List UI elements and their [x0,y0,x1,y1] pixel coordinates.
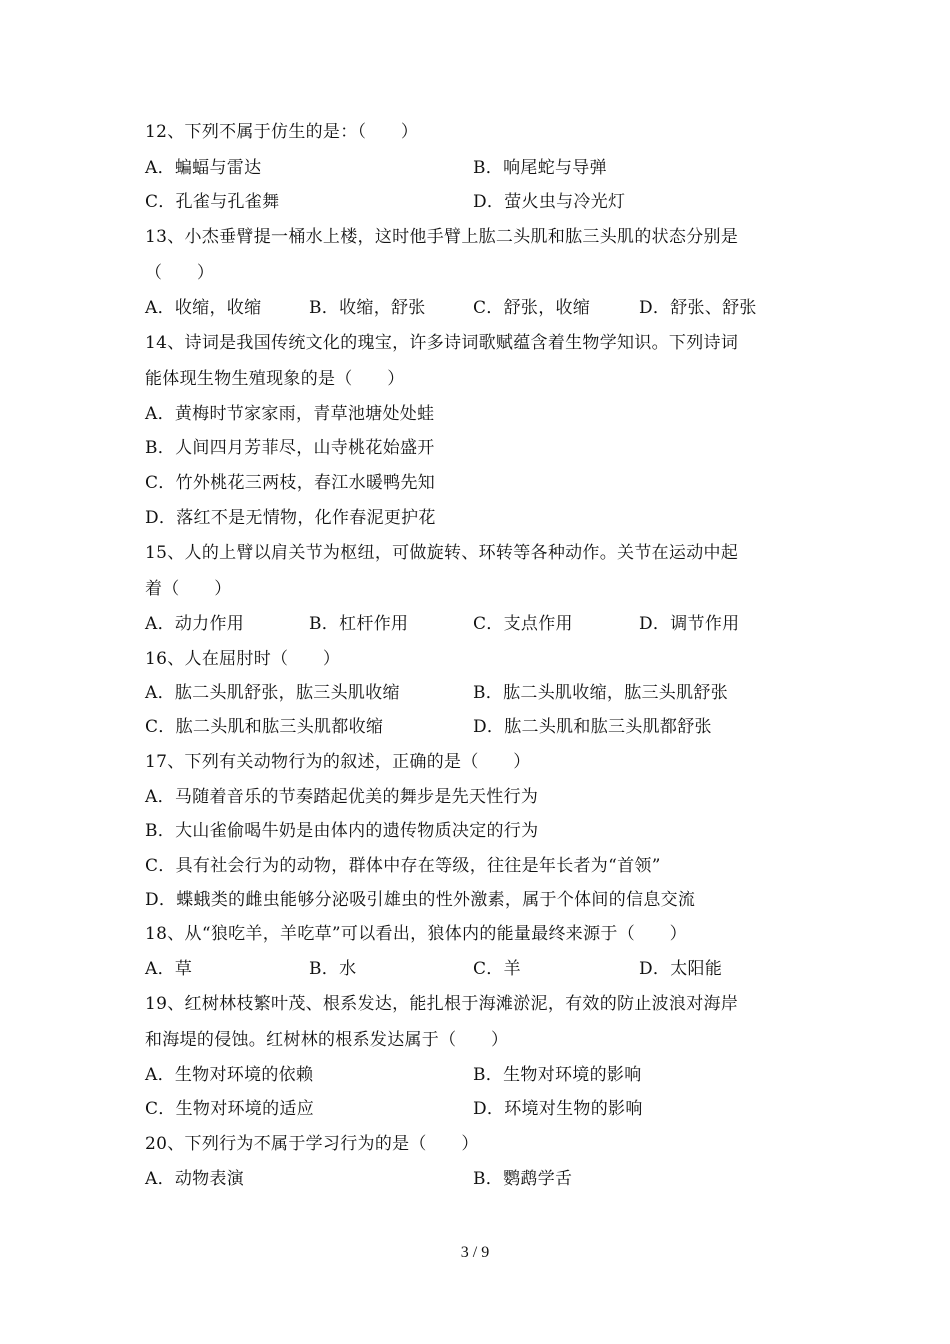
question-13-stem-line2: （ ） [145,263,215,283]
question-19-option-a: A．生物对环境的依赖 [145,1065,314,1085]
question-14-option-a: A．黄梅时节家家雨，青草池塘处处蛙 [145,404,435,424]
question-17-option-c: C．具有社会行为的动物，群体中存在等级，往往是年长者为“首领” [145,856,661,876]
question-15-option-a: A．动力作用 [145,614,245,634]
question-18-option-d: D．太阳能 [639,959,723,979]
question-14-option-b: B．人间四月芳菲尽，山寺桃花始盛开 [145,438,435,458]
question-19-option-b: B．生物对环境的影响 [473,1065,642,1085]
question-15-stem-line1: 15、人的上臂以肩关节为枢纽，可做旋转、环转等各种动作。关节在运动中起 [145,543,739,563]
question-12-option-d: D．萤火虫与冷光灯 [473,192,626,212]
question-18-stem: 18、从“狼吃羊，羊吃草”可以看出，狼体内的能量最终来源于（ ） [145,924,687,944]
question-17-stem: 17、下列有关动物行为的叙述，正确的是（ ） [145,752,531,772]
question-16-option-a: A．肱二头肌舒张，肱三头肌收缩 [145,683,400,703]
question-13-stem-line1: 13、小杰垂臂提一桶水上楼，这时他手臂上肱二头肌和肱三头肌的状态分别是 [145,227,739,247]
question-16-option-c: C．肱二头肌和肱三头肌都收缩 [145,717,384,737]
question-18-option-a: A．草 [145,959,193,979]
question-14-stem-line1: 14、诗词是我国传统文化的瑰宝，许多诗词歌赋蕴含着生物学知识。下列诗词 [145,333,739,353]
question-14-option-c: C．竹外桃花三两枝，春江水暖鸭先知 [145,473,436,493]
question-18-option-c: C．羊 [473,959,521,979]
question-19-option-c: C．生物对环境的适应 [145,1099,315,1119]
question-16-option-b: B．肱二头肌收缩，肱三头肌舒张 [473,683,728,703]
question-20-stem: 20、下列行为不属于学习行为的是（ ） [145,1134,479,1154]
question-13-option-c: C．舒张，收缩 [473,298,591,318]
question-15-option-b: B．杠杆作用 [309,614,409,634]
question-18-option-b: B．水 [309,959,357,979]
page-number: 3 / 9 [460,1244,490,1261]
question-17-option-b: B．大山雀偷喝牛奶是由体内的遗传物质决定的行为 [145,821,539,841]
question-12-stem: 12、下列不属于仿生的是：（ ） [145,122,419,142]
question-20-option-b: B．鹦鹉学舌 [473,1169,573,1189]
question-17-option-a: A．马随着音乐的节奏踏起优美的舞步是先天性行为 [145,787,539,807]
question-12-option-c: C．孔雀与孔雀舞 [145,192,280,212]
question-16-option-d: D．肱二头肌和肱三头肌都舒张 [473,717,712,737]
question-19-stem-line2: 和海堤的侵蚀。红树林的根系发达属于（ ） [145,1030,509,1050]
question-12-option-a: A．蝙蝠与雷达 [145,158,262,178]
question-14-stem-line2: 能体现生物生殖现象的是（ ） [145,369,405,389]
question-20-option-a: A．动物表演 [145,1169,245,1189]
question-19-stem-line1: 19、红树林枝繁叶茂、根系发达，能扎根于海滩淤泥，有效的防止波浪对海岸 [145,994,739,1014]
question-16-stem: 16、人在屈肘时（ ） [145,649,341,669]
question-13-option-b: B．收缩，舒张 [309,298,426,318]
question-14-option-d: D．落红不是无情物，化作春泥更护花 [145,508,436,528]
question-13-option-d: D．舒张、舒张 [639,298,757,318]
question-15-option-d: D．调节作用 [639,614,740,634]
question-19-option-d: D．环境对生物的影响 [473,1099,643,1119]
question-15-option-c: C．支点作用 [473,614,573,634]
question-15-stem-line2: 着（ ） [145,579,232,599]
question-12-option-b: B．响尾蛇与导弹 [473,158,607,178]
question-17-option-d: D．蝶蛾类的雌虫能够分泌吸引雄虫的性外激素，属于个体间的信息交流 [145,890,696,910]
question-13-option-a: A．收缩，收缩 [145,298,262,318]
